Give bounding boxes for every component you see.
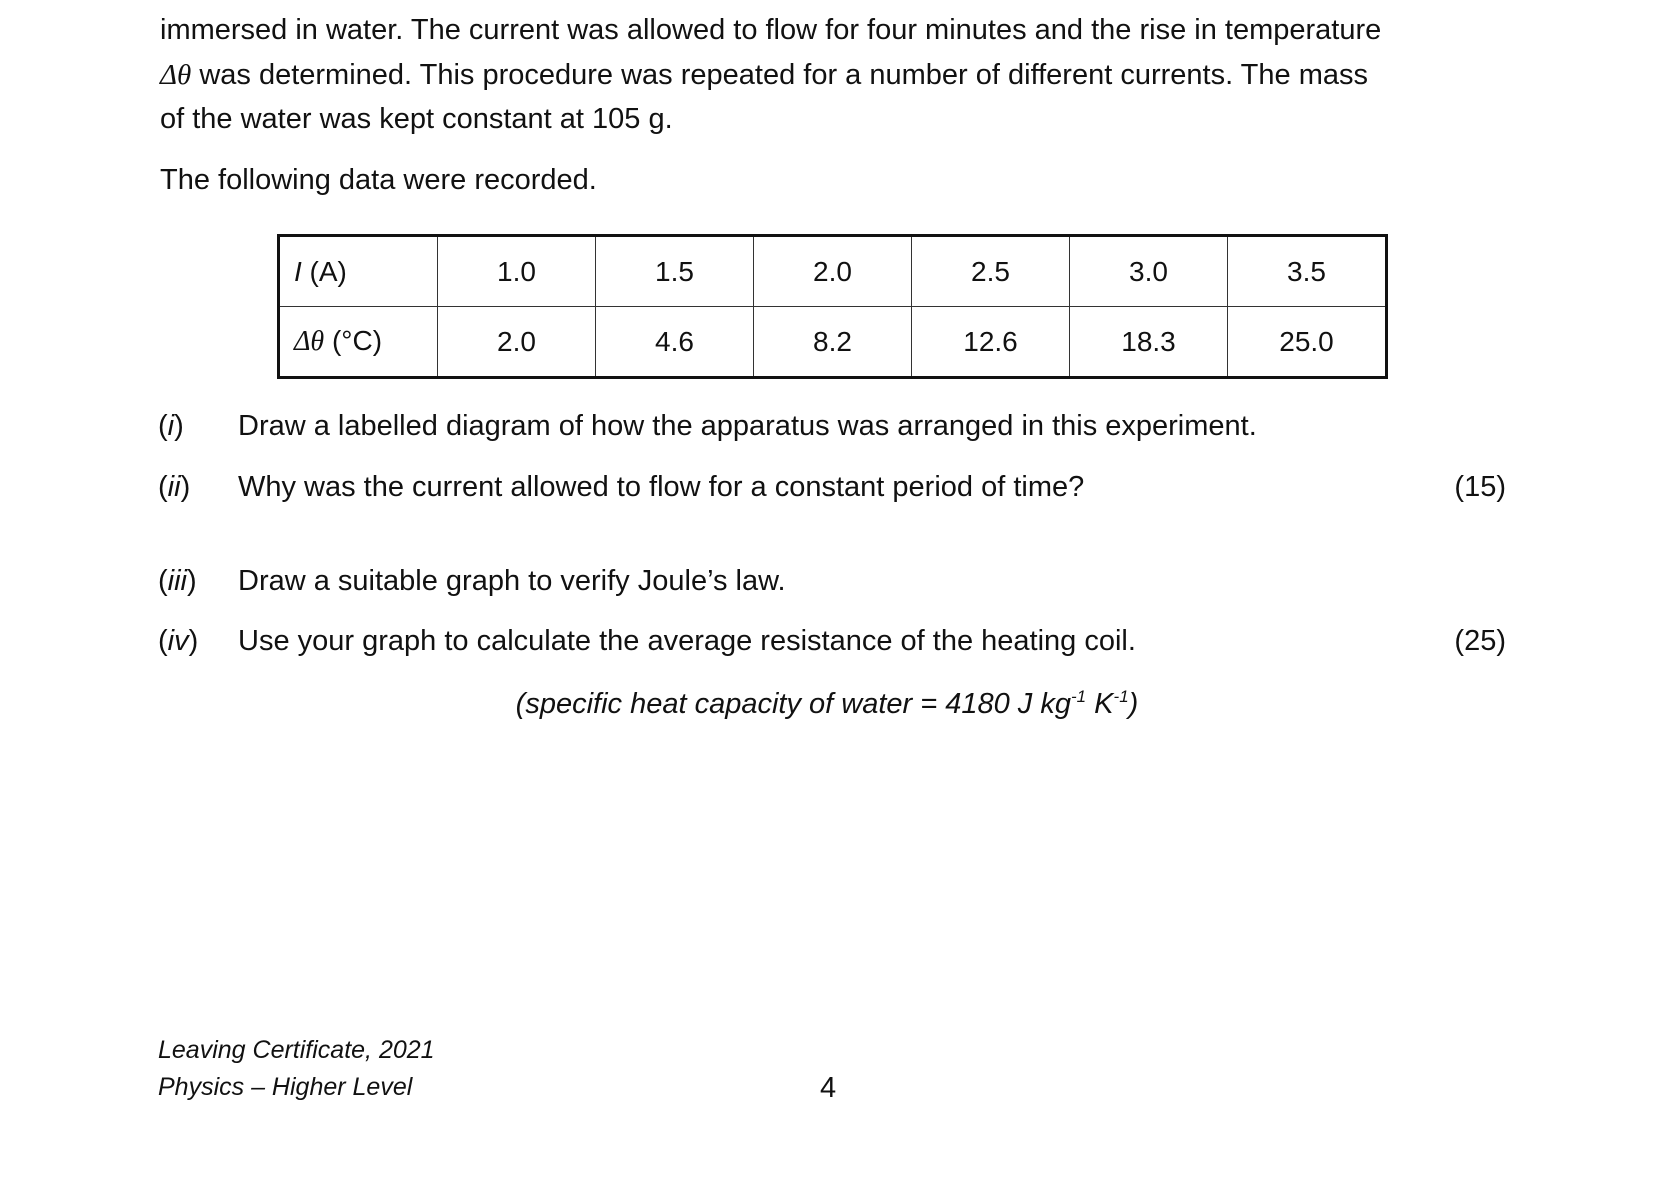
table-cell: 12.6: [912, 307, 1070, 378]
data-table: [277, 234, 1388, 379]
delta-theta-symbol: Δθ: [160, 59, 192, 91]
table-cell: 2.0: [438, 307, 596, 378]
specific-heat-capacity-note: (specific heat capacity of water = 4180 J $kg^{-1}$ $K^{-1}$): [515, 687, 1139, 720]
table-row-header-current: [279, 236, 438, 307]
table-cell: 8.2: [754, 307, 912, 378]
intro-line-2-text: was determined. This procedure was repeated for a number of different currents. The mass: [191, 59, 1368, 91]
table-row-current: [279, 236, 1387, 307]
table-cell: 2.5: [912, 236, 1070, 307]
table-cell: 4.6: [596, 307, 754, 378]
footer-subject-level: Physics – Higher Level: [158, 1073, 413, 1101]
intro-line-4: The following data were recorded.: [160, 164, 597, 196]
question-text-iv: Use your graph to calculate the average resistance of the heating coil.: [238, 625, 1136, 657]
question-number-iv: (iv): [158, 625, 199, 657]
table-cell: 1.5: [596, 236, 754, 307]
question-number-iii: (iii): [158, 565, 197, 597]
intro-line-1: immersed in water. The current was allowed to flow for four minutes and the rise in temperature: [160, 14, 1382, 46]
intro-line-2: [160, 57, 1368, 93]
question-number-ii: (ii): [158, 471, 191, 503]
marks-iv: (25): [1454, 625, 1506, 657]
footer-exam-year: Leaving Certificate, 2021: [158, 1036, 435, 1064]
table-row-header-temperature: [279, 307, 438, 378]
table-cell: 2.0: [754, 236, 912, 307]
table-row-temperature: [279, 307, 1387, 378]
page-number: 4: [820, 1072, 837, 1104]
delta-theta-symbol: Δθ: [294, 326, 325, 357]
table-cell: 3.0: [1070, 236, 1228, 307]
intro-line-3: of the water was kept constant at 105 g.: [160, 103, 673, 135]
question-text-i: Draw a labelled diagram of how the apparatus was arranged in this experiment.: [238, 410, 1257, 442]
question-number-i: (i): [158, 410, 184, 442]
temperature-unit: (°C): [324, 325, 383, 356]
current-symbol: I: [294, 255, 302, 287]
question-text-iii: Draw a suitable graph to verify Joule’s law.: [238, 565, 786, 597]
current-unit: (A): [301, 255, 347, 287]
question-text-ii: Why was the current allowed to flow for a constant period of time?: [238, 471, 1085, 503]
table-cell: 1.0: [438, 236, 596, 307]
marks-ii: (15): [1454, 471, 1506, 503]
table-cell: 3.5: [1228, 236, 1387, 307]
table-cell: 18.3: [1070, 307, 1228, 378]
table-cell: 25.0: [1228, 307, 1387, 378]
